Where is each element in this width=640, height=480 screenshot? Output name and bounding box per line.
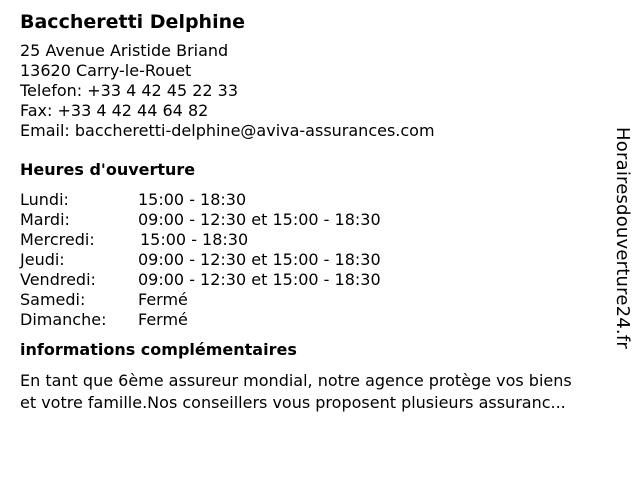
site-watermark: Horairesdouverture24.fr <box>612 127 633 349</box>
day-hours: 15:00 - 18:30 <box>140 230 249 249</box>
hours-row-tuesday <box>20 210 610 230</box>
day-hours: Fermé <box>138 290 188 309</box>
day-hours: 09:00 - 12:30 et 15:00 - 18:30 <box>138 270 381 289</box>
day-hours: 09:00 - 12:30 et 15:00 - 18:30 <box>138 210 381 229</box>
phone-number: Telefon: +33 4 42 45 22 33 <box>20 81 239 100</box>
day-label: Mardi: <box>20 210 70 229</box>
day-hours: Fermé <box>138 310 188 329</box>
info-text-line-1: En tant que 6ème assureur mondial, notre agence protège vos biens <box>20 371 572 390</box>
email-address: Email: baccheretti-delphine@aviva-assurances.com <box>20 121 435 140</box>
hours-row-monday <box>20 190 610 210</box>
day-hours: 15:00 - 18:30 <box>138 190 247 209</box>
hours-row-sunday <box>20 310 610 330</box>
hours-row-wednesday <box>20 230 610 250</box>
day-label: Jeudi: <box>20 250 65 269</box>
address-street: 25 Avenue Aristide Briand <box>20 41 229 60</box>
additional-info-text <box>20 370 610 414</box>
additional-info-heading: informations complémentaires <box>20 340 297 359</box>
contact-details <box>20 41 610 141</box>
business-card <box>20 10 610 414</box>
day-label: Lundi: <box>20 190 69 209</box>
opening-hours-heading: Heures d'ouverture <box>20 160 196 179</box>
opening-hours-table <box>20 190 610 330</box>
hours-row-friday <box>20 270 610 290</box>
day-hours: 09:00 - 12:30 et 15:00 - 18:30 <box>138 250 381 269</box>
day-label: Samedi: <box>20 290 86 309</box>
fax-number: Fax: +33 4 42 44 64 82 <box>20 101 209 120</box>
hours-row-saturday <box>20 290 610 310</box>
business-name: Baccheretti Delphine <box>20 11 246 33</box>
day-label: Dimanche: <box>20 310 107 329</box>
hours-row-thursday <box>20 250 610 270</box>
day-label: Vendredi: <box>20 270 96 289</box>
day-label: Mercredi: <box>20 230 95 249</box>
address-city: 13620 Carry-le-Rouet <box>20 61 192 80</box>
info-text-line-2: et votre famille.Nos conseillers vous proposent plusieurs assuranc... <box>20 393 566 412</box>
